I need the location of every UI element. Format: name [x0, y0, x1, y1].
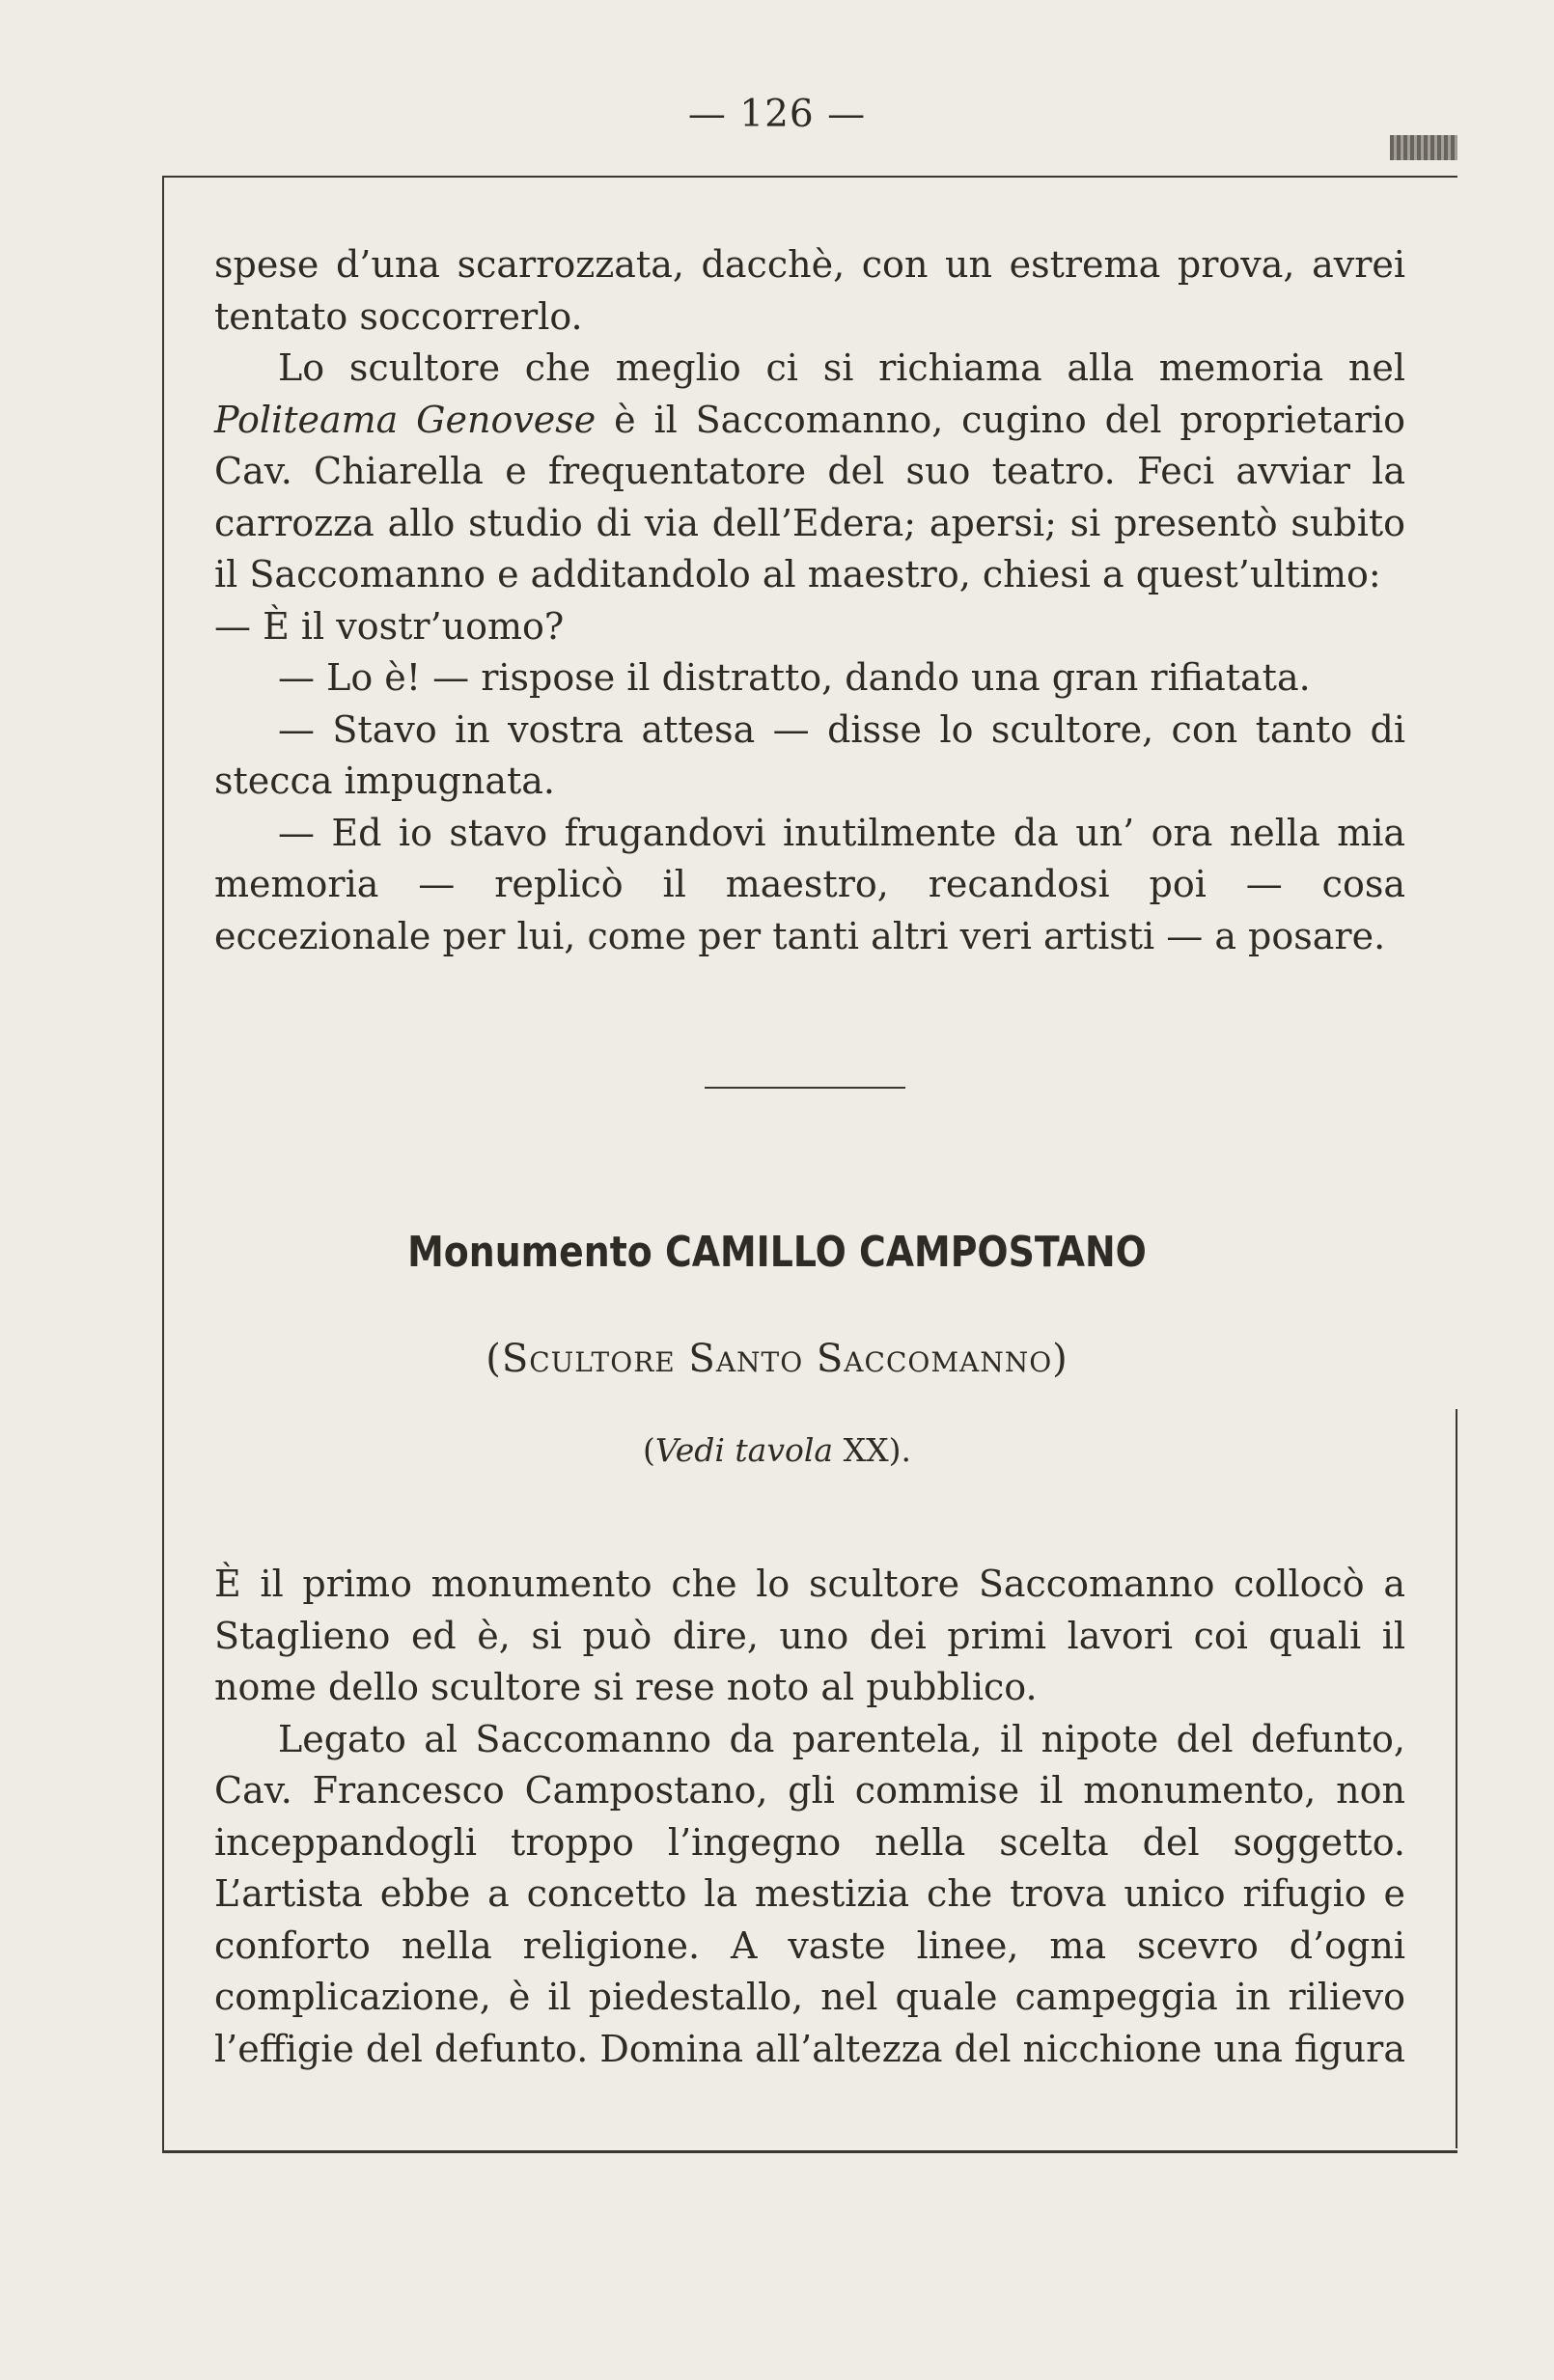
- corner-mark: [1390, 135, 1457, 160]
- page-number: — 126 —: [687, 93, 867, 136]
- section-subtitle: (Scultore Santo Saccomanno): [486, 1337, 1068, 1381]
- page-frame-right-edge: [1456, 1409, 1457, 2148]
- reference-number: XX).: [833, 1431, 911, 1469]
- dialogue-line: — Stavo in vostra attesa — disse lo scultore, con tanto di stecca impugnata.: [214, 707, 1405, 802]
- paragraph-text: è il Saccomanno, cugino del proprietario Cav. Chiarella e frequentatore del suo teatro. Feci avviar la carrozza allo studio di via dell’Edera; apersi; si presentò subito il Saccomanno e additandolo al maestro, chiesi a quest’ultimo:: [214, 398, 1405, 595]
- paragraph: [214, 343, 1405, 601]
- text-block-bottom: [214, 1559, 1405, 2075]
- paragraph: spese d’una scarrozzata, dacchè, con un estrema prova, avrei tentato soccorrerlo.: [214, 243, 1405, 338]
- italic-title: Politeama Genovese: [214, 398, 597, 441]
- dialogue-line: — Ed io stavo frugandovi inutilmente da un’ ora nella mia memoria — replicò il maestro, recandosi poi — cosa eccezionale per lui, come per tanti altri veri artisti — a posare.: [214, 811, 1405, 957]
- section-title: Monumento CAMILLO CAMPOSTANO: [407, 1228, 1147, 1277]
- paragraph-text: Lo scultore che meglio ci si richiama alla memoria nel: [278, 346, 1405, 389]
- paragraph: Legato al Saccomanno da parentela, il nipote del defunto, Cav. Francesco Campostano, gli commise il monumento, non inceppandogli troppo l’ingegno nella scelta del soggetto. L’artista ebbe a concetto la mestizia che trova unico rifugio e conforto nella religione. A vaste linee, ma scevro d’ogni complicazione, è il piedestallo, nel quale campeggia in rilievo l’effigie del defunto. Domina all’altezza del nicchione una figura: [214, 1717, 1405, 2070]
- plate-reference: [0, 1431, 1554, 1469]
- reference-paren: (: [643, 1431, 655, 1469]
- section-divider: [705, 1087, 905, 1089]
- text-block-top: [214, 239, 1405, 962]
- reference-italic: Vedi tavola: [654, 1431, 834, 1469]
- dialogue-line: — Lo è! — rispose il distratto, dando una gran rifiatata.: [278, 656, 1311, 699]
- dialogue-line: — È il vostr’uomo?: [214, 604, 565, 648]
- paragraph: È il primo monumento che lo scultore Saccomanno collocò a Staglieno ed è, si può dire, uno dei primi lavori coi quali il nome dello scultore si rese noto al pubblico.: [214, 1563, 1405, 1708]
